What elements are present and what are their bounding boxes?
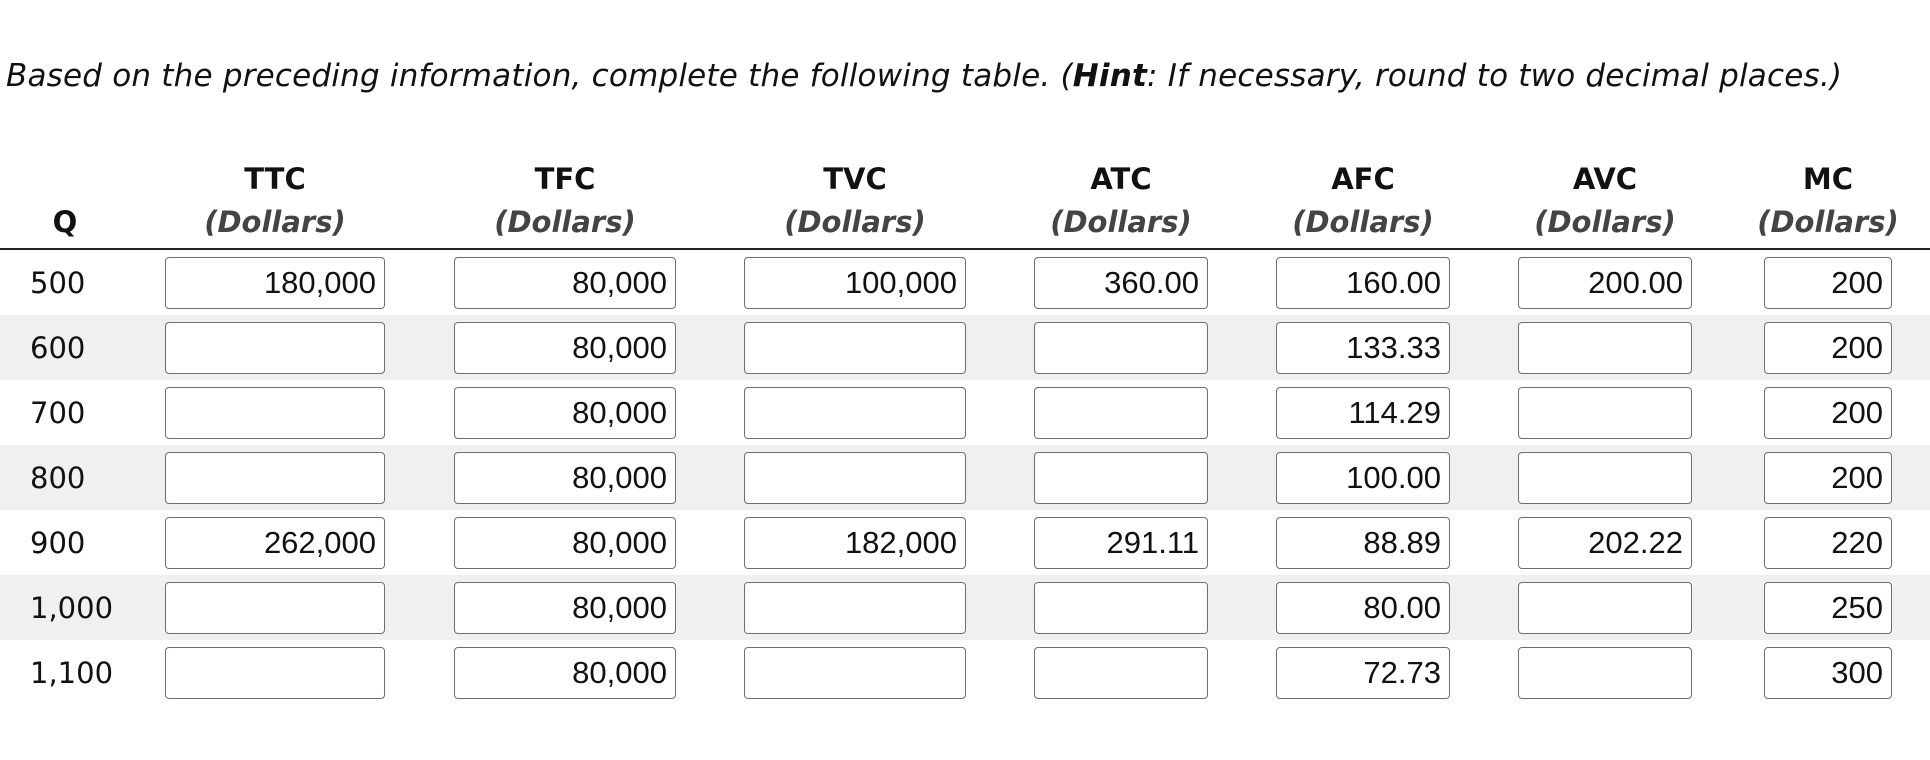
mc-field[interactable]: 200 — [1764, 452, 1892, 504]
mc-field[interactable]: 220 — [1764, 517, 1892, 569]
avc-field[interactable]: 200.00 — [1518, 257, 1692, 309]
avc-field[interactable] — [1518, 452, 1692, 504]
avc-field[interactable] — [1518, 647, 1692, 699]
afc-field[interactable]: 80.00 — [1276, 582, 1450, 634]
tfc-field[interactable]: 80,000 — [454, 387, 676, 439]
tfc-field[interactable]: 80,000 — [454, 257, 676, 309]
avc-field[interactable] — [1518, 387, 1692, 439]
unit-tvc: (Dollars) — [710, 196, 1000, 249]
mc-field[interactable]: 200 — [1764, 322, 1892, 374]
hint-label: Hint — [1072, 58, 1148, 94]
quantity-cell: 800 — [0, 445, 130, 510]
mc-field[interactable]: 200 — [1764, 387, 1892, 439]
unit-mc: (Dollars) — [1726, 196, 1930, 249]
header-tvc: TVC — [823, 162, 887, 196]
tvc-field[interactable] — [744, 582, 966, 634]
atc-field[interactable] — [1034, 452, 1208, 504]
unit-tfc: (Dollars) — [420, 196, 710, 249]
atc-field[interactable] — [1034, 582, 1208, 634]
afc-field[interactable]: 133.33 — [1276, 322, 1450, 374]
afc-field[interactable]: 88.89 — [1276, 517, 1450, 569]
table-row — [0, 640, 1930, 705]
atc-field[interactable] — [1034, 387, 1208, 439]
ttc-field[interactable] — [165, 452, 385, 504]
ttc-field[interactable]: 262,000 — [165, 517, 385, 569]
atc-field[interactable] — [1034, 647, 1208, 699]
header-avc: AVC — [1572, 162, 1638, 196]
cost-table — [0, 140, 1930, 705]
header-ttc: TTC — [244, 162, 306, 196]
header-row-units — [0, 196, 1930, 249]
header-mc: MC — [1802, 162, 1854, 196]
header-tfc: TFC — [534, 162, 596, 196]
unit-ttc: (Dollars) — [130, 196, 420, 249]
afc-field[interactable]: 114.29 — [1276, 387, 1450, 439]
atc-field[interactable]: 291.11 — [1034, 517, 1208, 569]
tfc-field[interactable]: 80,000 — [454, 582, 676, 634]
tvc-field[interactable] — [744, 452, 966, 504]
instructions-lead: Based on the preceding information, complete the following table. ( — [6, 58, 1073, 94]
instructions-tail: : If necessary, round to two decimal places.) — [1147, 58, 1843, 94]
header-row-labels — [0, 140, 1930, 196]
tvc-field[interactable] — [744, 322, 966, 374]
tfc-field[interactable]: 80,000 — [454, 517, 676, 569]
ttc-field[interactable] — [165, 647, 385, 699]
mc-field[interactable]: 250 — [1764, 582, 1892, 634]
tvc-field[interactable] — [744, 387, 966, 439]
unit-atc: (Dollars) — [1000, 196, 1242, 249]
avc-field[interactable] — [1518, 582, 1692, 634]
quantity-cell: 900 — [30, 525, 86, 560]
mc-field[interactable]: 200 — [1764, 257, 1892, 309]
instructions-text — [6, 58, 1842, 94]
atc-field[interactable]: 360.00 — [1034, 257, 1208, 309]
ttc-field[interactable] — [165, 322, 385, 374]
header-atc: ATC — [1090, 162, 1152, 196]
ttc-field[interactable] — [165, 582, 385, 634]
header-q-blank — [0, 140, 130, 196]
tvc-field[interactable]: 182,000 — [744, 517, 966, 569]
unit-avc: (Dollars) — [1484, 196, 1726, 249]
table-row — [0, 380, 1930, 445]
afc-field[interactable]: 160.00 — [1276, 257, 1450, 309]
header-q: Q — [0, 196, 130, 249]
ttc-field[interactable]: 180,000 — [165, 257, 385, 309]
afc-field[interactable]: 100.00 — [1276, 452, 1450, 504]
unit-afc: (Dollars) — [1242, 196, 1484, 249]
avc-field[interactable] — [1518, 322, 1692, 374]
atc-field[interactable] — [1034, 322, 1208, 374]
ttc-field[interactable] — [165, 387, 385, 439]
tfc-field[interactable]: 80,000 — [454, 322, 676, 374]
quantity-cell: 700 — [30, 395, 86, 430]
tfc-field[interactable]: 80,000 — [454, 647, 676, 699]
table-row — [0, 510, 1930, 575]
quantity-cell: 1,100 — [30, 655, 114, 690]
avc-field[interactable]: 202.22 — [1518, 517, 1692, 569]
tvc-field[interactable] — [744, 647, 966, 699]
quantity-cell: 500 — [30, 265, 86, 300]
table-row — [0, 315, 1930, 380]
table-row — [0, 249, 1930, 315]
header-afc: AFC — [1331, 162, 1395, 196]
quantity-cell: 600 — [0, 315, 130, 380]
afc-field[interactable]: 72.73 — [1276, 647, 1450, 699]
mc-field[interactable]: 300 — [1764, 647, 1892, 699]
quantity-cell: 1,000 — [0, 575, 130, 640]
tfc-field[interactable]: 80,000 — [454, 452, 676, 504]
tvc-field[interactable]: 100,000 — [744, 257, 966, 309]
table-row — [0, 575, 1930, 640]
table-row — [0, 445, 1930, 510]
